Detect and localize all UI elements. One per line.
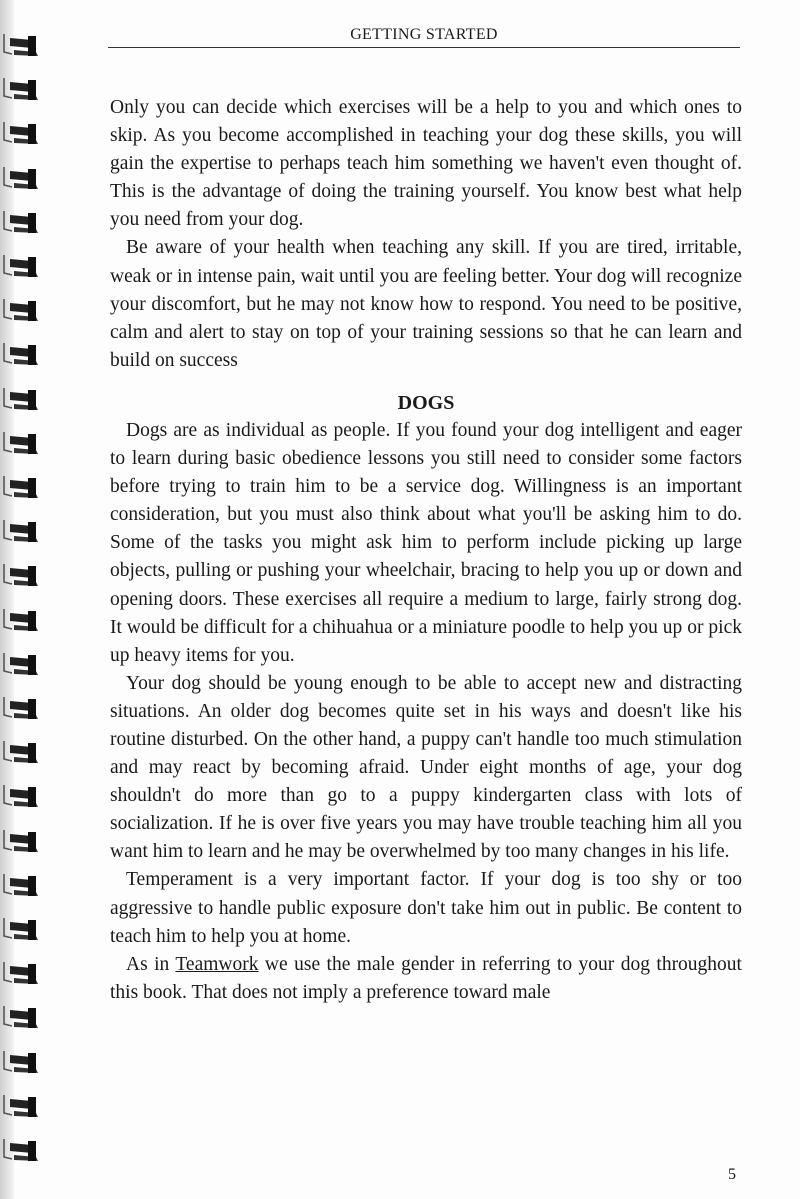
spiral-coil — [2, 826, 40, 856]
text-run: we use the male gender in referring to your dog throughout this book. That does not imply a preference toward male — [110, 953, 742, 1003]
paragraph: Be aware of your health when teaching any skill. If you are tired, irritable, weak or in intense pain, wait until you are feeling better. Your dog will recognize your discomfort, but he may not know how to respond. You need to be positive, calm and alert to stay on top of your training sessions so that he can learn and build on success — [110, 237, 742, 371]
body-text — [110, 94, 742, 1007]
spiral-coil — [2, 384, 40, 414]
spiral-coil — [2, 472, 40, 502]
spiral-coil — [2, 737, 40, 767]
spiral-binding — [0, 0, 48, 1199]
spiral-coil — [2, 870, 40, 900]
paragraph: Your dog should be young enough to be able to accept new and distracting situations. An older dog becomes quite set in his ways and doesn't like his routine disturbed. On the other hand, a puppy can't handle too much stimulation and may react by becoming afraid. Under eight months of age, your dog shouldn't do more than go to a puppy kindergarten class with lots of socialization. If he is over five years you may have trouble teaching him all you want him to learn and he may be overwhelmed by too many changes in his life. — [110, 672, 742, 863]
paragraph: Only you can decide which exercises will be a help to you and which ones to skip. As you become accomplished in teaching your dog these skills, you will gain the expertise to perhaps teach him something we haven't even thought of. This is the advantage of doing the training yourself. You know best what help you need from your dog. — [110, 97, 742, 231]
spiral-coil — [2, 339, 40, 369]
spiral-coil — [2, 30, 40, 60]
spiral-coil — [2, 74, 40, 104]
spiral-coil — [2, 605, 40, 635]
paragraph: Temperament is a very important factor. If your dog is too shy or too aggressive to handle public exposure don't take him out in public. Be content to teach him to help you at home. — [110, 869, 742, 947]
spiral-coil — [2, 295, 40, 325]
spiral-coil — [2, 958, 40, 988]
book-title-reference: Teamwork — [175, 953, 259, 975]
spiral-coil — [2, 207, 40, 237]
text-run: As in — [126, 953, 176, 975]
spiral-coil — [2, 1091, 40, 1121]
spiral-coil — [2, 649, 40, 679]
spiral-coil — [2, 781, 40, 811]
spiral-coil — [2, 1135, 40, 1165]
spiral-coil — [2, 516, 40, 546]
running-header: GETTING STARTED — [350, 26, 498, 43]
spiral-coil — [2, 428, 40, 458]
spiral-coil — [2, 693, 40, 723]
spiral-coil — [2, 1047, 40, 1077]
section-heading: DOGS — [397, 391, 455, 414]
header-rule — [108, 47, 740, 48]
spiral-coil — [2, 163, 40, 193]
spiral-coil — [2, 560, 40, 590]
spiral-coil — [2, 914, 40, 944]
spiral-coil — [2, 1002, 40, 1032]
paragraph: Dogs are as individual as people. If you found your dog intelligent and eager to learn during basic obedience lessons you still need to consider some factors before trying to train him to be a service dog. Willingness is an important consideration, but you must also think about what you'll be asking him to do. Some of the tasks you might ask him to perform include picking up large objects, pulling or pushing your wheelchair, bracing to help you up or down and opening doors. These exercises all require a medium to large, fairly strong dog. It would be difficult for a chihuahua or a miniature poodle to help you up or pick up heavy items for you. — [110, 419, 742, 666]
spiral-coil — [2, 251, 40, 281]
spiral-coil — [2, 118, 40, 148]
page-number: 5 — [728, 1166, 736, 1183]
paragraph-last — [110, 951, 742, 1007]
